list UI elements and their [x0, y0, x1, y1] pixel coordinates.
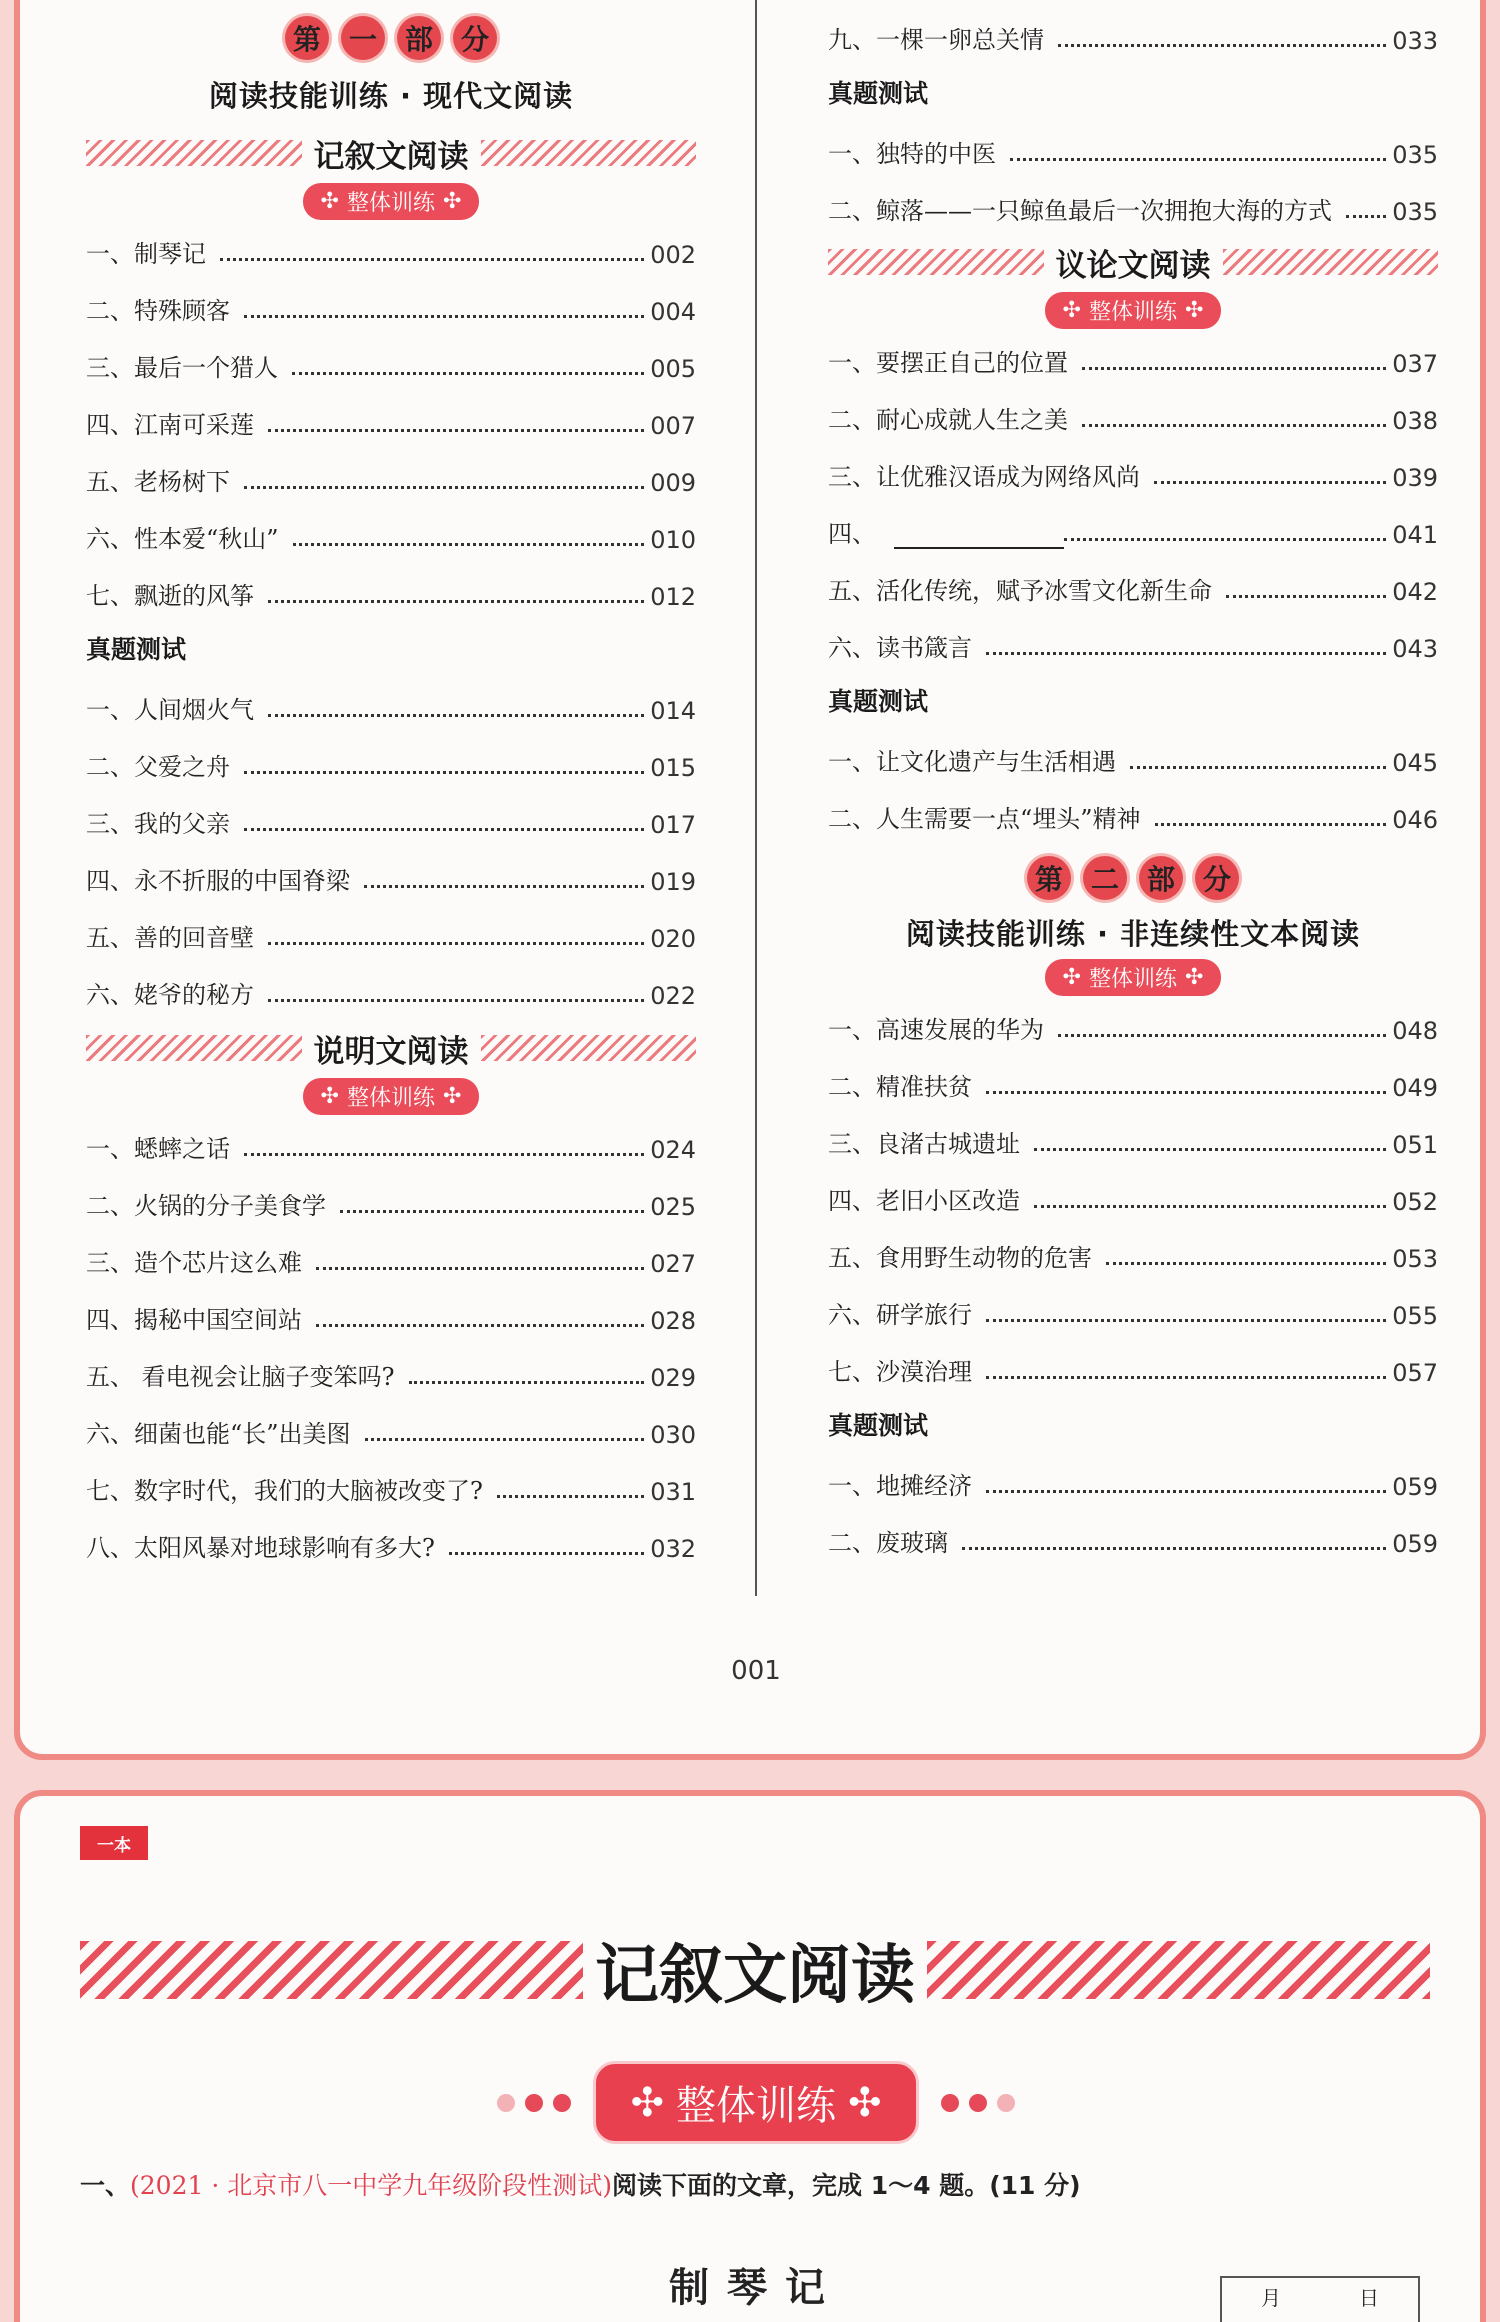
- part-char: 一: [341, 16, 385, 60]
- toc-entry-page: 029: [650, 1364, 696, 1392]
- chapter-badge: [593, 2061, 918, 2144]
- dot-leader: [364, 885, 644, 888]
- test-heading: 真题测试: [828, 686, 929, 716]
- toc-left-column: [86, 16, 696, 1571]
- dot-leader: [268, 429, 644, 432]
- toc-entry[interactable]: [86, 1172, 696, 1229]
- part-char: 分: [1195, 856, 1239, 900]
- sparkle-icon: ✣: [443, 1084, 462, 1109]
- dot-leader: [1064, 538, 1386, 541]
- dot-icon: [969, 2094, 987, 2112]
- toc-entry[interactable]: [86, 220, 696, 277]
- test-heading: 真题测试: [828, 1410, 929, 1440]
- dot-icon: [525, 2094, 543, 2112]
- toc-entry-title: 一、地摊经济: [828, 1472, 972, 1500]
- hatch-decoration: [828, 249, 1044, 275]
- toc-entry[interactable]: [86, 733, 696, 790]
- toc-entry-page: 053: [1392, 1245, 1438, 1273]
- chapter-badge-row: [20, 2061, 1492, 2144]
- date-box: [1220, 2276, 1420, 2322]
- question-instruction: [80, 2166, 1081, 2202]
- toc-entry-title: 一、制琴记: [86, 240, 206, 268]
- sparkle-icon: ✣: [630, 2079, 664, 2126]
- toc-entry[interactable]: [828, 329, 1438, 386]
- toc-entry-page: 059: [1392, 1530, 1438, 1558]
- toc-entry-title: 二、特殊顾客: [86, 297, 230, 325]
- hatch-decoration: [80, 1941, 583, 1999]
- toc-entry[interactable]: [828, 386, 1438, 443]
- toc-list-expository-test: [828, 120, 1438, 234]
- toc-entry-title: 一、独特的中医: [828, 140, 996, 168]
- toc-entry[interactable]: [86, 1343, 696, 1400]
- toc-entry-page: 045: [1392, 749, 1438, 777]
- sparkle-icon: ✣: [320, 189, 339, 214]
- toc-list-narrative: [86, 220, 696, 619]
- section-header-expository: [86, 1024, 696, 1072]
- dot-leader: [244, 1153, 644, 1156]
- toc-entry-page: 059: [1392, 1473, 1438, 1501]
- part-two-subtitle: 阅读技能训练 · 非连续性文本阅读: [905, 917, 1361, 951]
- toc-entry-page: 057: [1392, 1359, 1438, 1387]
- toc-entry-title: 一、要摆正自己的位置: [828, 349, 1068, 377]
- toc-entry-page: 020: [650, 925, 696, 953]
- toc-entry[interactable]: [828, 120, 1438, 177]
- dot-icon: [997, 2094, 1015, 2112]
- toc-entry[interactable]: [828, 1110, 1438, 1167]
- toc-entry[interactable]: [828, 785, 1438, 842]
- toc-entry-title: 二、鲸落——一只鲸鱼最后一次拥抱大海的方式: [828, 197, 1332, 225]
- toc-entry[interactable]: [828, 1053, 1438, 1110]
- toc-entry-page: 041: [1392, 521, 1438, 549]
- toc-entry-page: 015: [650, 754, 696, 782]
- dot-leader: [986, 1319, 1386, 1322]
- toc-entry[interactable]: [828, 500, 1438, 557]
- part-char: 分: [453, 16, 497, 60]
- toc-entry[interactable]: [86, 1514, 696, 1571]
- brand-logo: 一本: [80, 1826, 148, 1860]
- toc-entry-title: 四、老旧小区改造: [828, 1187, 1020, 1215]
- dot-leader: [1058, 44, 1386, 47]
- toc-entry-title: 二、人生需要一点“埋头”精神: [828, 805, 1141, 833]
- dot-leader: [1130, 766, 1386, 769]
- toc-entry-page: 043: [1392, 635, 1438, 663]
- dot-leader: [268, 600, 644, 603]
- dot-leader: [986, 1490, 1386, 1493]
- fill-in-blank: [894, 525, 1064, 549]
- toc-entry-title: 三、最后一个猎人: [86, 354, 278, 382]
- dot-leader: [220, 258, 644, 261]
- toc-entry-page: 037: [1392, 350, 1438, 378]
- toc-entry-title: 七、飘逝的风筝: [86, 582, 254, 610]
- toc-entry-page: 002: [650, 241, 696, 269]
- toc-entry-title: 八、太阳风暴对地球影响有多大?: [86, 1534, 435, 1562]
- question-text: 阅读下面的文章，完成 1～4 题。(11 分): [612, 2171, 1081, 2200]
- hatch-decoration: [481, 1035, 697, 1061]
- toc-entry-page: 052: [1392, 1188, 1438, 1216]
- toc-entry[interactable]: [86, 505, 696, 562]
- toc-entry[interactable]: [86, 961, 696, 1018]
- toc-entry[interactable]: [86, 562, 696, 619]
- part-char: 第: [1027, 856, 1071, 900]
- toc-entry-page: 030: [650, 1421, 696, 1449]
- dot-leader: [293, 543, 645, 546]
- toc-entry[interactable]: [86, 790, 696, 847]
- toc-entry-title: 二、废玻璃: [828, 1529, 948, 1557]
- toc-entry-title: 九、一棵一卵总关情: [828, 26, 1044, 54]
- part-char: 部: [397, 16, 441, 60]
- toc-entry-page: 012: [650, 583, 696, 611]
- training-label: 整体训练: [1088, 300, 1177, 325]
- dot-leader: [244, 771, 644, 774]
- dot-leader: [449, 1552, 644, 1555]
- toc-entry[interactable]: [86, 1115, 696, 1172]
- dot-leader: [1034, 1148, 1386, 1151]
- toc-list-expository-continued: [828, 6, 1438, 63]
- toc-list-argumentative-test: [828, 728, 1438, 842]
- toc-entry[interactable]: [828, 614, 1438, 671]
- toc-list-nonlinear-test: [828, 1452, 1438, 1566]
- dot-leader: [986, 1376, 1386, 1379]
- toc-entry[interactable]: [86, 1286, 696, 1343]
- dot-leader: [268, 999, 644, 1002]
- part-one-header: [86, 16, 696, 60]
- dot-leader: [1082, 424, 1386, 427]
- toc-entry[interactable]: [86, 334, 696, 391]
- toc-entry-page: 019: [650, 868, 696, 896]
- toc-entry-page: 005: [650, 355, 696, 383]
- toc-entry-page: 049: [1392, 1074, 1438, 1102]
- test-heading: 真题测试: [828, 78, 929, 108]
- toc-entry-title: 四、揭秘中国空间站: [86, 1306, 302, 1334]
- dot-leader: [1346, 215, 1386, 218]
- toc-list-expository: [86, 1115, 696, 1571]
- toc-entry-page: 038: [1392, 407, 1438, 435]
- chapter-title: 记叙文阅读: [595, 1939, 915, 2013]
- dots-decoration: [497, 2094, 571, 2112]
- toc-entry-title: 四、永不折服的中国脊梁: [86, 867, 350, 895]
- toc-entry-page: 017: [650, 811, 696, 839]
- toc-entry-page: 033: [1392, 27, 1438, 55]
- toc-entry-page: 010: [650, 526, 696, 554]
- chapter-badge-label: 整体训练: [676, 2083, 836, 2129]
- dot-leader: [316, 1267, 644, 1270]
- toc-entry-title: 二、父爱之舟: [86, 753, 230, 781]
- toc-entry-page: 031: [650, 1478, 696, 1506]
- toc-entry-title: 七、数字时代，我们的大脑被改变了?: [86, 1477, 483, 1505]
- dot-leader: [1226, 595, 1386, 598]
- toc-entry-title: 六、研学旅行: [828, 1301, 972, 1329]
- toc-entry-title: 五、善的回音壁: [86, 924, 254, 952]
- section-title: 议论文阅读: [1055, 247, 1211, 284]
- part-char: 二: [1083, 856, 1127, 900]
- toc-entry-title: 七、沙漠治理: [828, 1358, 972, 1386]
- test-heading: 真题测试: [86, 634, 187, 664]
- toc-entry-title: 一、让文化遗产与生活相遇: [828, 748, 1116, 776]
- toc-page: [14, 0, 1486, 1760]
- dot-leader: [244, 315, 644, 318]
- training-label: 整体训练: [346, 191, 435, 216]
- toc-list-narrative-test: [86, 676, 696, 1018]
- toc-entry[interactable]: [86, 676, 696, 733]
- dot-leader: [268, 714, 644, 717]
- toc-entry[interactable]: [86, 1400, 696, 1457]
- toc-entry-page: 014: [650, 697, 696, 725]
- toc-entry-title: 五、食用野生动物的危害: [828, 1244, 1092, 1272]
- toc-entry-title: 六、姥爷的秘方: [86, 981, 254, 1009]
- toc-entry-page: 027: [650, 1250, 696, 1278]
- toc-entry-title: 三、我的父亲: [86, 810, 230, 838]
- toc-entry-title: 五、老杨树下: [86, 468, 230, 496]
- chapter-page: [14, 1790, 1486, 2322]
- hatch-decoration: [1223, 249, 1439, 275]
- toc-entry-page: 009: [650, 469, 696, 497]
- toc-entry-title: 六、读书箴言: [828, 634, 972, 662]
- toc-entry-title: 三、让优雅汉语成为网络风尚: [828, 463, 1140, 491]
- training-label: 整体训练: [1088, 967, 1177, 992]
- part-char: 部: [1139, 856, 1183, 900]
- section-header-narrative: [86, 129, 696, 177]
- toc-entry-page: 042: [1392, 578, 1438, 606]
- dot-leader: [316, 1324, 644, 1327]
- dot-leader: [1034, 1205, 1386, 1208]
- toc-entry-title: 六、性本爱“秋山”: [86, 525, 279, 553]
- toc-entry[interactable]: [86, 448, 696, 505]
- toc-entry-page: 048: [1392, 1017, 1438, 1045]
- date-day: 日: [1359, 2286, 1379, 2310]
- sparkle-icon: ✣: [848, 2079, 882, 2126]
- dot-icon: [941, 2094, 959, 2112]
- dot-leader: [244, 828, 644, 831]
- dot-leader: [292, 372, 644, 375]
- toc-entry[interactable]: [86, 1457, 696, 1514]
- date-month: 月: [1261, 2286, 1281, 2310]
- dot-leader: [1154, 481, 1386, 484]
- toc-entry-page: 024: [650, 1136, 696, 1164]
- toc-entry-page: 046: [1392, 806, 1438, 834]
- toc-entry-page: 035: [1392, 198, 1438, 226]
- sparkle-icon: ✣: [320, 1084, 339, 1109]
- toc-entry[interactable]: [86, 391, 696, 448]
- toc-entry[interactable]: [828, 1338, 1438, 1395]
- chapter-header: [80, 1924, 1430, 2016]
- dot-leader: [497, 1495, 644, 1498]
- training-badge: [86, 1078, 696, 1115]
- sparkle-icon: ✣: [443, 189, 462, 214]
- toc-entry[interactable]: [828, 6, 1438, 63]
- toc-entry-page: 022: [650, 982, 696, 1010]
- dot-leader: [1106, 1262, 1386, 1265]
- toc-entry-page: 055: [1392, 1302, 1438, 1330]
- dot-leader: [1082, 367, 1386, 370]
- toc-entry[interactable]: [828, 728, 1438, 785]
- toc-entry-page: 039: [1392, 464, 1438, 492]
- part-one-subtitle: 阅读技能训练 · 现代文阅读: [208, 79, 574, 113]
- dot-leader: [986, 1091, 1386, 1094]
- hatch-decoration: [927, 1941, 1430, 1999]
- toc-entry[interactable]: [86, 847, 696, 904]
- dot-leader: [365, 1438, 645, 1441]
- toc-entry[interactable]: [828, 1452, 1438, 1509]
- toc-entry[interactable]: [86, 1229, 696, 1286]
- dot-leader: [1155, 823, 1387, 826]
- toc-entry[interactable]: [828, 557, 1438, 614]
- toc-right-column: [828, 6, 1438, 1566]
- sparkle-icon: ✣: [1062, 965, 1081, 990]
- toc-entry-title: 三、造个芯片这么难: [86, 1249, 302, 1277]
- toc-list-argumentative: [828, 329, 1438, 671]
- toc-entry-title: 二、火锅的分子美食学: [86, 1192, 326, 1220]
- toc-entry-title: 一、蟋蟀之话: [86, 1135, 230, 1163]
- article-title: 制琴记: [669, 2264, 843, 2311]
- toc-entry[interactable]: [828, 1509, 1438, 1566]
- dot-leader: [1010, 158, 1386, 161]
- toc-entry[interactable]: [828, 1281, 1438, 1338]
- hatch-decoration: [481, 140, 697, 166]
- training-badge: [828, 959, 1438, 996]
- toc-entry-page: 004: [650, 298, 696, 326]
- dot-leader: [986, 652, 1386, 655]
- question-source: (2021 · 北京市八一中学九年级阶段性测试): [130, 2171, 612, 2200]
- toc-entry[interactable]: [86, 277, 696, 334]
- training-badge: [86, 183, 696, 220]
- hatch-decoration: [86, 1035, 302, 1061]
- toc-entry-page: 032: [650, 1535, 696, 1563]
- dot-icon: [497, 2094, 515, 2112]
- dot-leader: [268, 942, 644, 945]
- toc-entry-title: 四、江南可采莲: [86, 411, 254, 439]
- section-title: 记叙文阅读: [313, 138, 469, 175]
- part-two-header: [828, 856, 1438, 900]
- training-label: 整体训练: [346, 1086, 435, 1111]
- part-char: 第: [285, 16, 329, 60]
- toc-entry[interactable]: [828, 996, 1438, 1053]
- toc-list-nonlinear: [828, 996, 1438, 1395]
- dot-icon: [553, 2094, 571, 2112]
- column-divider: [755, 0, 757, 1596]
- toc-entry-title: 二、耐心成就人生之美: [828, 406, 1068, 434]
- toc-entry-title: 二、精准扶贫: [828, 1073, 972, 1101]
- toc-entry-page: 035: [1392, 141, 1438, 169]
- sparkle-icon: ✣: [1185, 298, 1204, 323]
- section-title: 说明文阅读: [313, 1033, 469, 1070]
- dots-decoration: [941, 2094, 1015, 2112]
- toc-entry-title: 四、: [828, 520, 876, 548]
- toc-entry-title: 三、良渚古城遗址: [828, 1130, 1020, 1158]
- toc-entry-title: 五、 看电视会让脑子变笨吗?: [86, 1363, 395, 1391]
- page-number: 001: [731, 1656, 781, 1686]
- dot-leader: [409, 1381, 645, 1384]
- toc-entry[interactable]: [828, 177, 1438, 234]
- hatch-decoration: [86, 140, 302, 166]
- toc-entry[interactable]: [86, 904, 696, 961]
- toc-entry-page: 028: [650, 1307, 696, 1335]
- dot-leader: [962, 1547, 1386, 1550]
- toc-entry-title: 一、人间烟火气: [86, 696, 254, 724]
- toc-entry-page: 051: [1392, 1131, 1438, 1159]
- sparkle-icon: ✣: [1185, 965, 1204, 990]
- toc-entry[interactable]: [828, 1167, 1438, 1224]
- dot-leader: [340, 1210, 644, 1213]
- toc-entry[interactable]: [828, 443, 1438, 500]
- dot-leader: [244, 486, 644, 489]
- section-header-argumentative: [828, 238, 1438, 286]
- dot-leader: [1058, 1034, 1386, 1037]
- sparkle-icon: ✣: [1062, 298, 1081, 323]
- toc-entry-page: 025: [650, 1193, 696, 1221]
- toc-entry[interactable]: [828, 1224, 1438, 1281]
- toc-entry-page: 007: [650, 412, 696, 440]
- question-prefix: 一、: [80, 2171, 131, 2200]
- toc-entry-title: 一、高速发展的华为: [828, 1016, 1044, 1044]
- toc-entry-title: 六、细菌也能“长”出美图: [86, 1420, 351, 1448]
- training-badge: [828, 292, 1438, 329]
- toc-entry-title: 五、活化传统，赋予冰雪文化新生命: [828, 577, 1212, 605]
